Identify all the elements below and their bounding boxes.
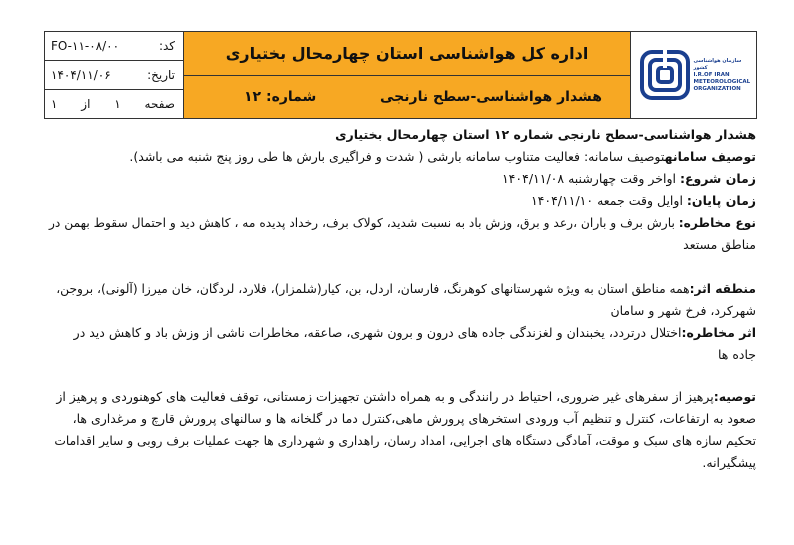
warning-body bbox=[46, 124, 756, 474]
end-text: اوایل وقت جمعه ۱۴۰۴/۱۱/۱۰ bbox=[530, 193, 683, 208]
date-label: تاریخ: bbox=[147, 68, 175, 82]
number-label: شماره: bbox=[265, 88, 317, 105]
system-line bbox=[46, 146, 756, 168]
page-label: صفحه bbox=[144, 97, 175, 111]
logo-en-line2: METEOROLOGICAL bbox=[693, 78, 751, 85]
advice-text-1: پرهیز از سفرهای غیر ضروری، احتیاط در رانندگی و به همراه داشتن تجهیزات زمستانی، توقف فعالیت های کوهنوردی و پرهیز از bbox=[56, 389, 714, 404]
body-heading: هشدار هواشناسی-سطح نارنجی شماره ۱۲ استان چهارمحال بختیاری bbox=[335, 127, 756, 142]
impact-line-2: جاده ها bbox=[717, 347, 756, 362]
org-title: اداره کل هواشناسی استان چهارمحال بختیاری bbox=[184, 32, 630, 76]
region-text-1: همه مناطق استان به ویژه شهرستانهای کوهرنگ، فارسان، اردل، بن، کیار(شلمزار)، فلارد، لردگان، خان میرزا (آلونی)، بروجن، bbox=[56, 282, 690, 296]
impact-text-1: اختلال درتردد، یخبندان و لغزندگی جاده های درون و برون شهری، صاعقه، مخاطرات ناشی از وزش باد و کاهش دید در bbox=[73, 325, 682, 340]
page-of: از bbox=[81, 97, 91, 111]
hazard-text-1: بارش برف و باران ،رعد و برق، وزش باد به نسبت شدید، کولاک برف، رخداد پدیده مه ، کاهش دید و احتمال سقوط بهمن در bbox=[49, 216, 675, 230]
organization-logo bbox=[631, 32, 756, 118]
number-value: ۱۲ bbox=[244, 88, 262, 105]
start-label: زمان شروع: bbox=[679, 171, 756, 186]
spacer bbox=[46, 366, 756, 386]
logo-en-line1: I.R.OF IRAN bbox=[693, 71, 730, 78]
logo-en-line3: ORGANIZATION bbox=[693, 85, 741, 92]
logo-text bbox=[693, 57, 751, 93]
hazard-line-2: مناطق مستعد bbox=[683, 237, 756, 252]
end-line bbox=[46, 190, 756, 212]
system-text: توصیف سامانه: فعالیت متناوب سامانه بارشی ( شدت و فراگیری بارش ها طی روز پنج شنبه می باشد). bbox=[129, 149, 665, 164]
page-cell bbox=[45, 89, 183, 118]
advice-line-3: تحکیم سازه های سبک و موقت، آمادگی دستگاه های اجرایی، امداد رسان، راهداری و شهرداری ها جهت عملیات برف روبی و سایر اقدامات bbox=[54, 434, 756, 448]
code-value: FO-۱۱-۰۸/۰۰ bbox=[51, 39, 120, 53]
code-label: کد: bbox=[158, 39, 175, 53]
start-line bbox=[46, 168, 756, 190]
warning-title: هشدار هواشناسی-سطح نارنجی bbox=[380, 88, 602, 105]
region-line-1 bbox=[46, 278, 756, 300]
code-cell bbox=[45, 32, 183, 60]
document-meta bbox=[45, 32, 184, 118]
impact-label: اثر مخاطره: bbox=[681, 325, 756, 340]
advice-line-4: پیشگیرانه. bbox=[702, 455, 756, 470]
advice-line-1 bbox=[46, 386, 756, 408]
advice-line-2: صعود به ارتفاعات، کنترل و تنظیم آب ورودی استخرهای پرورش ماهی،کنترل دما در گلخانه ها و سالنهای پرورش قارچ و مرغداری ها، bbox=[72, 411, 756, 426]
warning-title-row bbox=[184, 76, 630, 119]
end-label: زمان پایان: bbox=[686, 193, 756, 208]
date-cell bbox=[45, 60, 183, 89]
warning-number bbox=[244, 89, 316, 105]
title-banner bbox=[184, 32, 631, 118]
impact-line-1 bbox=[46, 322, 756, 344]
irimo-spiral-logo-icon bbox=[640, 50, 690, 100]
hazard-line-1 bbox=[46, 212, 756, 234]
region-label: منطقه اثر: bbox=[689, 282, 756, 296]
date-value: ۱۴۰۴/۱۱/۰۶ bbox=[51, 68, 111, 82]
page-total: ۱ bbox=[51, 97, 58, 111]
page-current: ۱ bbox=[114, 97, 121, 111]
hazard-label: نوع مخاطره: bbox=[678, 216, 756, 230]
document-header bbox=[44, 31, 757, 119]
advice-label: توصیه: bbox=[713, 389, 756, 404]
region-line-2: شهرکرد، فرخ شهر و سامان bbox=[610, 303, 756, 318]
logo-fa-text: سازمان هواشناسی کشور bbox=[693, 57, 742, 71]
spacer bbox=[46, 256, 756, 278]
system-label: توصیف سامانه bbox=[664, 149, 756, 164]
start-text: اواخر وقت چهارشنبه ۱۴۰۴/۱۱/۰۸ bbox=[501, 171, 676, 186]
